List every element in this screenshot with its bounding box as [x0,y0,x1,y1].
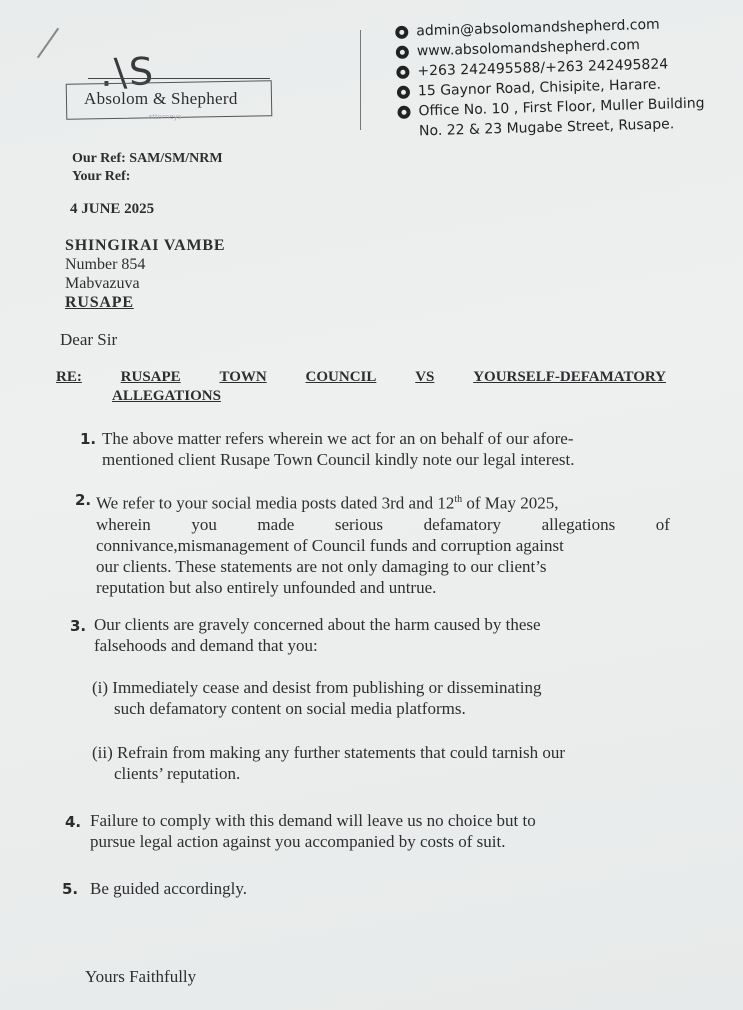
paragraph-line: Our clients are gravely concerned about the harm caused by these [94,615,541,634]
web-icon [396,45,409,58]
recipient-line2: Mabvazuva [65,275,140,292]
subject-word: VS [415,369,435,385]
logo-underline [88,78,270,79]
paragraph-number: 2. [75,491,92,509]
firm-name: Absolom & Shepherd [84,89,238,108]
contact-office-cont: No. 22 & 23 Mugabe Street, Rusape. [418,116,675,140]
letter-date: 4 JUNE 2025 [70,201,155,217]
paragraph-line: The above matter refers wherein we act for an on behalf of our afore- [102,429,574,448]
paragraph-2 [96,489,670,598]
pen-stroke-mark [37,28,59,59]
paragraph-number: 1. [80,430,97,448]
subject-line-2: ALLEGATIONS [112,388,221,404]
subject-line [56,369,666,386]
office-icon [397,105,410,118]
your-ref: Your Ref: [72,169,131,184]
paragraph-line: (i) Immediately cease and desist from publishing or disseminating [92,678,542,697]
letterhead-divider [360,30,361,130]
paragraph-line: We refer to your social media posts dated 3rd and 12th of May 2025, [96,493,559,513]
paragraph-4 [90,810,682,852]
paragraph-line: connivance,mismanagement of Council funds and corruption against [96,535,564,555]
paragraph-line: (ii) Refrain from making any further statements that could tarnish our [92,743,566,762]
paragraph-line: our clients. These statements are not only damaging to our client’s [96,556,547,576]
email-icon [395,25,408,38]
paragraph-line: clients’ reputation. [114,764,241,783]
phone-icon [396,65,409,78]
paragraph-line: wherein you made serious defamatory allegations of [96,514,670,534]
contact-email-text: admin@absolomandshepherd.com [416,16,660,40]
paragraph-number: 3. [70,617,87,635]
subject-word: COUNCIL [305,369,377,385]
contact-block [395,13,705,142]
recipient-line1: Number 854 [65,256,146,273]
firm-logo-signature: .\S [99,49,156,95]
recipient-address [65,236,225,312]
paragraph-1 [102,428,667,470]
firm-subtitle: attorneys [148,113,182,121]
paragraph-line: reputation but also entirely unfounded and untrue. [96,577,437,597]
demand-item-i [92,677,652,719]
paragraph-line: such defamatory content on social media platforms. [114,699,466,718]
subject-word: YOURSELF-DEFAMATORY [473,369,666,385]
paragraph-line: falsehoods and demand that you: [94,636,318,655]
demand-item-ii [92,742,682,784]
contact-office-text: Office No. 10 , First Floor, Muller Building [418,95,705,120]
paragraph-line: Failure to comply with this demand will leave us no choice but to [90,811,536,830]
our-ref: Our Ref: SAM/SM/NRM [72,151,223,166]
recipient-name: SHINGIRAI VAMBE [65,237,226,254]
paragraph-line: pursue legal action against you accompanied by costs of suit. [90,832,506,851]
paragraph-number: 5. [62,880,79,898]
location-icon [397,85,410,98]
paragraph-5: Be guided accordingly. [90,879,248,898]
contact-phone-text: +263 242495588/+263 242495824 [417,56,669,80]
closing: Yours Faithfully [85,967,197,986]
paragraph-number: 4. [65,813,82,831]
paragraph-line: mentioned client Rusape Town Council kindly note our legal interest. [102,450,575,469]
subject-word: TOWN [219,369,267,385]
contact-web-text: www.absolomandshepherd.com [416,37,641,60]
subject-word: RUSAPE [120,369,181,385]
paragraph-3 [94,614,674,656]
reference-block [72,150,223,186]
recipient-town: RUSAPE [65,294,134,311]
subject-word: RE: [56,369,82,385]
contact-address-text: 15 Gaynor Road, Chisipite, Harare. [417,76,662,100]
salutation: Dear Sir [60,330,118,349]
